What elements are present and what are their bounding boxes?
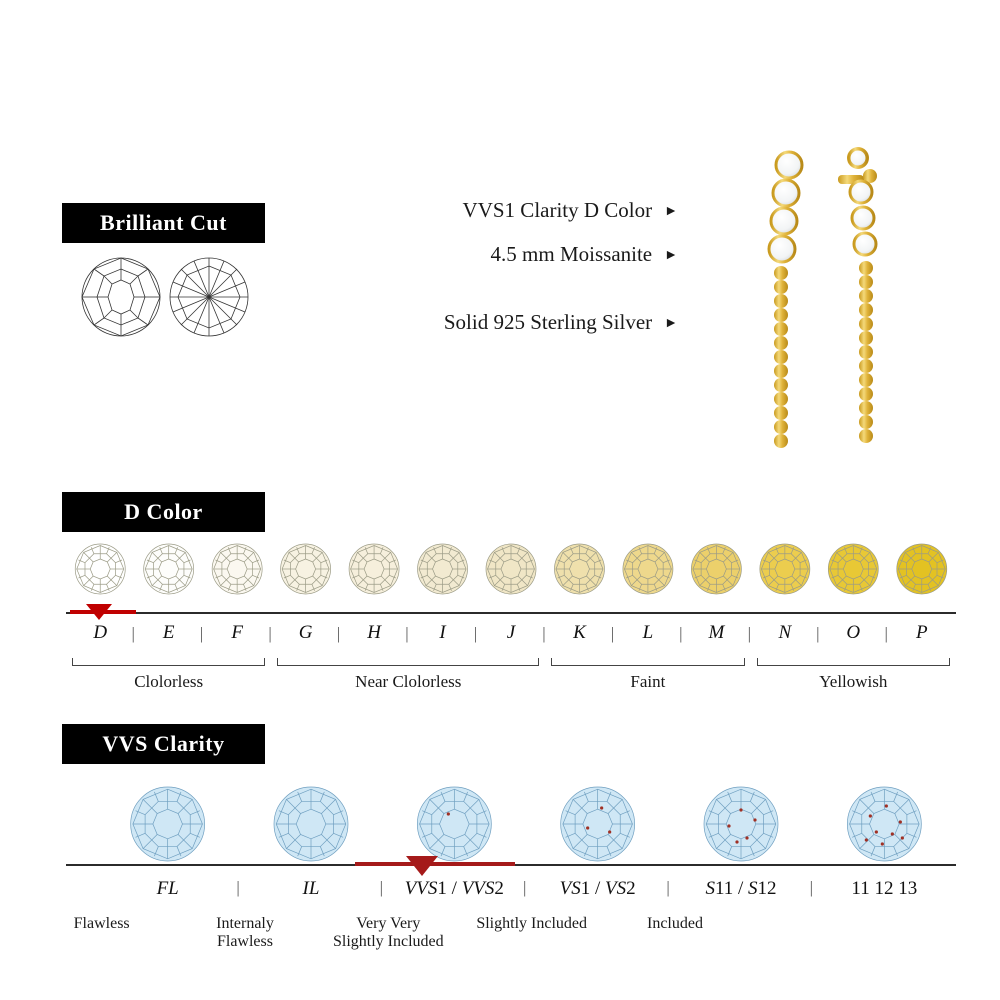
color-category-bracket — [757, 658, 950, 666]
color-grade-o: O — [846, 622, 861, 643]
color-grade-separator: | — [610, 624, 615, 643]
color-category-label: Faint — [630, 672, 666, 691]
clarity-description-3: Slightly Included — [476, 915, 587, 932]
color-grade-h: H — [367, 622, 381, 643]
feature-item — [491, 242, 678, 267]
color-grade-f: F — [231, 622, 243, 643]
clarity-grade-1: IL — [302, 878, 320, 899]
color-grade-separator: | — [542, 624, 546, 643]
color-category-label: Clolorless — [134, 672, 204, 691]
clarity-scale-marker — [406, 856, 438, 876]
color-grade-separator: | — [268, 624, 272, 643]
arrow-right-icon: ► — [664, 204, 678, 219]
color-grade-m: M — [708, 622, 725, 643]
color-grade-p: P — [915, 622, 928, 643]
clarity-grade-separator: | — [236, 878, 240, 897]
color-grade-separator: | — [199, 624, 204, 643]
color-grade-g: G — [298, 622, 313, 643]
color-grade-separator: | — [747, 624, 752, 643]
color-grade-separator: | — [131, 624, 135, 643]
color-grade-separator: | — [816, 624, 820, 643]
feature-item — [444, 310, 678, 335]
color-category-bracket — [277, 658, 539, 666]
clarity-grade-2: VVS1 / VVS2 — [404, 878, 504, 899]
clarity-grade-5: 11 12 13 — [851, 878, 918, 899]
feature-item — [463, 198, 678, 223]
color-grade-j: J — [506, 622, 516, 643]
clarity-grade-separator: | — [379, 878, 384, 897]
color-category-bracket — [72, 658, 265, 666]
section-tag-vvs-clarity — [62, 724, 265, 764]
clarity-grade-separator: | — [523, 878, 527, 897]
clarity-grade-4: S11 / S12 — [705, 878, 777, 899]
clarity-grade-3: VS1 / VS2 — [559, 878, 636, 899]
color-category-label: Yellowish — [819, 672, 888, 691]
feature-label: 4.5 mm Moissanite — [490, 242, 653, 266]
color-grade-row — [66, 622, 956, 652]
color-scale-marker — [86, 604, 112, 620]
color-grade-separator: | — [405, 624, 409, 643]
color-category-bracket — [551, 658, 744, 666]
section-tag-brilliant-cut — [62, 203, 265, 243]
color-scale-axis — [66, 612, 956, 614]
clarity-description-4: Included — [647, 915, 703, 932]
brilliant-cut-illustration — [76, 252, 256, 342]
clarity-grade-separator: | — [666, 878, 670, 897]
clarity-grade-row — [66, 878, 956, 906]
color-grade-k: K — [573, 622, 586, 643]
color-grade-l: L — [642, 622, 654, 643]
color-grade-n: N — [778, 622, 792, 643]
earrings-product-image — [730, 130, 940, 460]
clarity-description-0: Flawless — [73, 915, 130, 932]
clarity-description-2: Very Very Slightly Included — [332, 915, 444, 951]
clarity-grade-0: FL — [156, 878, 179, 899]
arrow-right-icon: ► — [664, 248, 678, 263]
clarity-scale-stones — [96, 784, 956, 864]
feature-label: Solid 925 Sterling Silver — [443, 310, 653, 334]
color-grade-separator: | — [884, 624, 888, 643]
feature-label: VVS1 Clarity D Color — [462, 198, 653, 222]
color-category-label: Near Clolorless — [355, 672, 462, 691]
color-grade-separator: | — [473, 624, 478, 643]
section-tag-vvs-clarity-label: VVS Clarity — [102, 731, 225, 756]
color-scale-stones — [66, 536, 956, 602]
clarity-grade-separator: | — [809, 878, 814, 897]
section-tag-d-color-label: D Color — [124, 499, 203, 524]
color-grade-e: E — [162, 622, 175, 643]
clarity-description-1: Internaly Flawless — [216, 915, 274, 951]
section-tag-brilliant-cut-label: Brilliant Cut — [100, 210, 227, 235]
color-grade-separator: | — [336, 624, 341, 643]
color-grade-separator: | — [679, 624, 683, 643]
color-grade-i: I — [439, 622, 446, 643]
arrow-right-icon: ► — [664, 316, 678, 331]
section-tag-d-color — [62, 492, 265, 532]
color-grade-d: D — [93, 622, 108, 643]
